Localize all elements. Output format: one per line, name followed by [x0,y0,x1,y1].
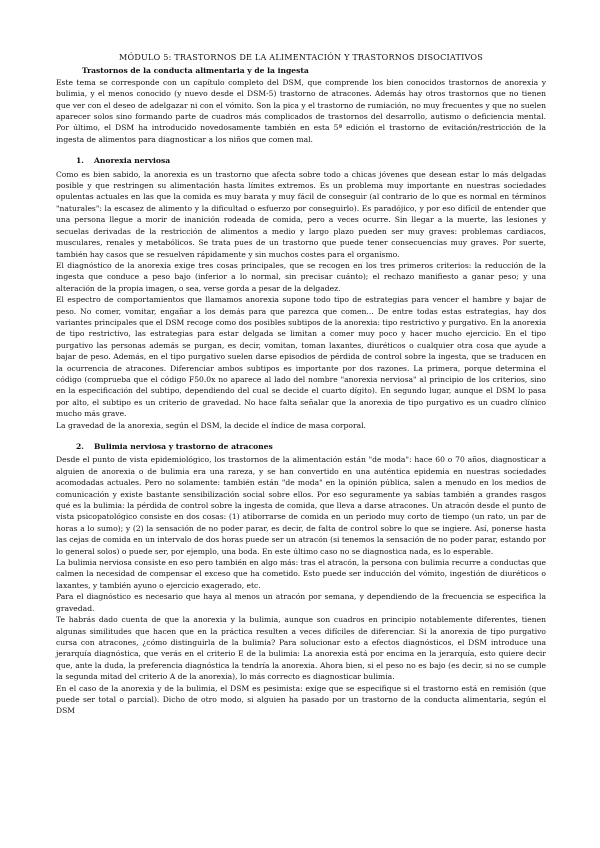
subsection-title: Bulimia nerviosa y trastorno de atracones [94,442,273,451]
paragraph: La gravedad de la anorexia, según el DSM, la decide el índice de masa corporal. [56,420,366,430]
subsection-number: 1. [76,156,84,166]
paragraph: Para el diagnóstico es necesario que haya al menos un atracón por semana, y dependiendo de la frecuencia se especifica la gravedad. [56,592,546,613]
subsection-title: Anorexia nerviosa [94,156,171,166]
subsection-heading-anorexia [76,155,546,166]
subsection-heading-bulimia [76,441,546,452]
paragraph: Te habrás dado cuenta de que la anorexia y la bulimia, aunque son cuadros en principio notablemente diferentes, tienen algunas similitudes que hacen que en la práctica resulten a veces difíciles de diferenciar. Si la anorexia de tipo purgativo cursa con atracones, ¿cómo distinguirla de la bulimia? Para solucionar esto a efectos diagnósticos, el DSM introduce una jerarquía diagnóstica, que verás en el criterio E de la bulimia: La anorexia está por encima en la jerarquía, esto quiere decir que, ante la duda, la preferencia diagnóstica la tendría la anorexia. Ahora bien, si el peso no es bajo (es decir, si no se cumple la segunda mitad del criterio A de la anorexia), lo más correcto es diagnosticar bulimia. [56,615,546,682]
paragraph: Desde el punto de vista epidemiológico, los trastornos de la alimentación están "de moda": hace 60 o 70 años, diagnosticar a alguien de anorexia o de bulimia era una rareza, y se han convertido en una auténtica epidemia en nuestras sociedades acomodadas actuales. Pero no solamente: también están "de moda" en la opinión pública, salen a menudo en los medios de comunicación y existe bastante sensibilización social sobre ellos. Por eso seguramente ya sabías también a grandes rasgos qué es la bulimia: la pérdida de control sobre la ingesta de comida, que lleva a darse atracones. Un atracón desde el punto de vista psicopatológico consiste en dos cosas: (1) atiborrarse de comida en un periodo muy corto de tiempo (un rato, un par de horas a lo sumo); y (2) la sensación de no poder parar, es decir, de falta de control sobre lo que se ingiere. Así, ponerse hasta las cejas de comida en un intervalo de dos horas puede ser un atracón (si tenemos la sensación de no poder parar, estando por lo general solos) o puede ser, por ejemplo, una boda. En este último caso no se diagnostica nada, es lo esperable. [56,455,546,556]
intro-paragraph: Este tema se corresponde con un capítulo completo del DSM, que comprende los bien conocidos trastornos de anorexia y bulimia, y el menos conocido (y nuevo desde el DSM-5) trastorno de atracones. Además hay otros trastornos que no tienen que ver con el deseo de adelgazar ni con el vómito. Son la pica y el trastorno de rumiación, no muy frecuentes y que no suelen aparecer solos sino formando parte de cuadros más complicados de trastornos del desarrollo, autismo o deficiencia mental. Por último, el DSM ha introducido novedosamente también en esta 5ª edición el trastorno de evitación/restricción de la ingesta de alimentos para diagnosticar a los niños que comen mal. [56,77,546,144]
subsection-number: 2. [76,442,84,451]
section-heading: Trastornos de la conducta alimentaria y de la ingesta [82,66,309,76]
document-title: MÓDULO 5: TRASTORNOS DE LA ALIMENTACIÓN Y TRASTORNOS DISOCIATIVOS [119,52,483,62]
paragraph: El espectro de comportamientos que llamamos anorexia supone todo tipo de estrategias para vencer el hambre y bajar de peso. No comer, vomitar, engañar a los demás para que parezca que comen... De entre todas estas estrategias, hay dos variantes principales que el DSM recoge como dos posibles subtipos de la anorexia: tipo restrictivo y purgativo. En la anorexia de tipo restrictivo, las estrategias para estar delgada se limitan a comer muy poco y hacer mucho ejercicio. En el tipo purgativo las personas además se purgan, es decir, vomitan, toman laxantes, diuréticos o cualquier otra cosa que ayude a bajar de peso. Además, en el tipo purgativo suelen darse episodios de pérdida de control sobre la ingesta, que se traducen en la ocurrencia de atracones. Diferenciar ambos subtipos es importante por dos razones. La primera, porque determina el código (comprueba que el código F50.0x no aparece al lado del nombre "anorexia nerviosa" al principio de los criterios, sino en la especificación del subtipo, dependiendo del cual se decide el cuarto dígito). En segundo lugar, aunque el DSM lo pasa por alto, el subtipo es un criterio de gravedad. No hace falta señalar que la anorexia de tipo purgativo es un cuadro clínico mucho más grave. [56,295,546,419]
paragraph: En el caso de la anorexia y de la bulimia, el DSM es pesimista: exige que se especifique si el trastorno está en remisión (que puede ser total o parcial). Dicho de otro modo, si alguien ha pasado por un trastorno de la conducta alimentaria, según el DSM [56,683,546,716]
paragraph: El diagnóstico de la anorexia exige tres cosas principales, que se recogen en los tres primeros criterios: la reducción de la ingesta que conduce a peso bajo (inferior a lo normal, sin precisar cuánto); el rechazo manifiesto a ganar peso; y una alteración de la propia imagen, o sea, verse gorda a pesar de la delgadez. [56,260,546,293]
paragraph: La bulimia nerviosa consiste en eso pero también en algo más: tras el atracón, la persona con bulimia recurre a conductas que calmen la necesidad de compensar el exceso que ha cometido. Esto puede ser inducción del vómito, ingestión de diuréticos o laxantes, y también ayuno o ejercicio exagerado, etc. [56,558,546,590]
paragraph: Como es bien sabido, la anorexia es un trastorno que afecta sobre todo a chicas jóvenes que desean estar lo más delgadas posible y que restringen su alimentación hasta límites extremos. Es un problema muy importante en nuestras sociedades opulentas actuales en las que la comida es muy barata y muy fácil de conseguir (al contrario de lo que es normal en términos "naturales": la escasez de alimento y la dificultad o esfuerzo por conseguirlo). Es paradójico, y por eso difícil de entender que una persona llegue a morir de inanición rodeada de comida, pero a veces ocurre. Sin llegar a la muerte, las lesiones y secuelas derivadas de la restricción de alimentos a medio y largo plazo pueden ser muy graves: problemas cardiacos, musculares, renales y metabólicos. Se trata pues de un trastorno que puede tener consecuencias muy graves. Por suerte, también hay casos que se resuelven rápidamente y sin muchos costes para el organismo. [56,169,546,259]
